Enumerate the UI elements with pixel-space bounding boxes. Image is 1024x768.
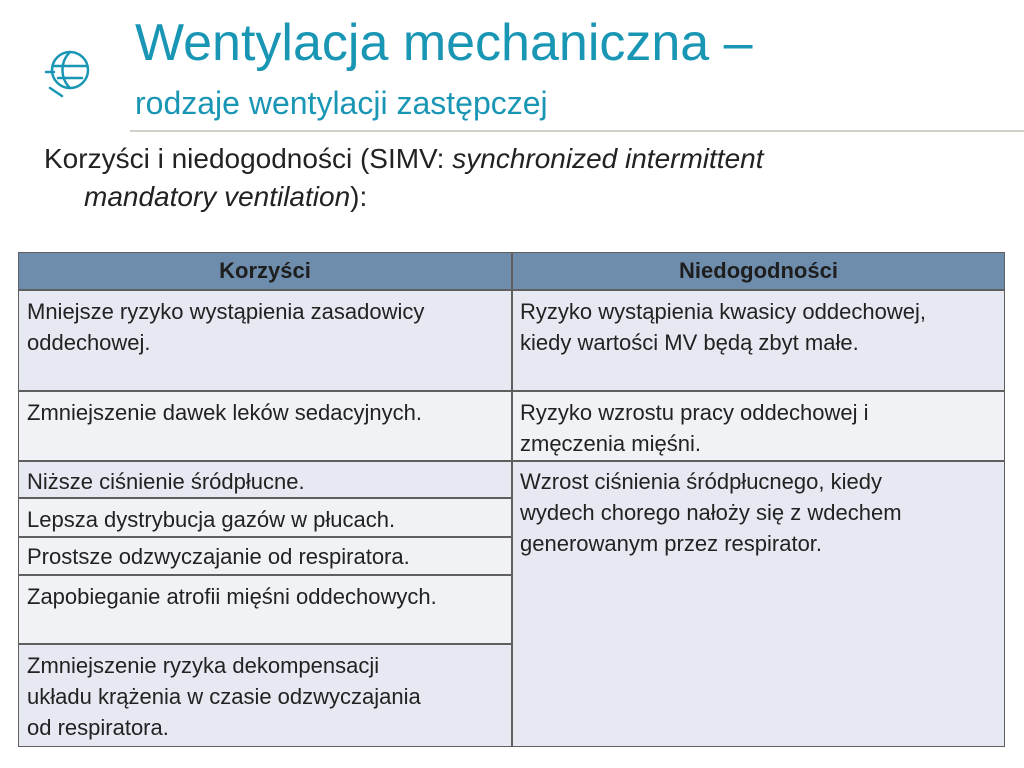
intro-text xyxy=(44,140,1004,216)
drawback-2-line-2: zmęczenia mięśni. xyxy=(520,431,701,456)
benefit-7-line-3: od respiratora. xyxy=(27,715,169,740)
benefit-2: Zmniejszenie dawek leków sedacyjnych. xyxy=(27,400,422,425)
header-benefits: Korzyści xyxy=(18,252,512,290)
benefit-1 xyxy=(27,296,424,358)
page-title: Wentylacja mechaniczna – xyxy=(135,14,753,72)
benefit-4: Lepsza dystrybucja gazów w płucach. xyxy=(27,507,396,532)
benefit-1-line-2: oddechowej. xyxy=(27,330,151,355)
benefit-5: Prostsze odzwyczajanie od respiratora. xyxy=(27,544,410,569)
intro-prefix: Korzyści i niedogodności (SIMV: xyxy=(44,143,453,174)
page-subtitle: rodzaje wentylacji zastępczej xyxy=(135,85,548,121)
intro-italic-2: mandatory ventilation xyxy=(84,181,351,212)
ornament-icon xyxy=(40,44,96,100)
benefit-3: Niższe ciśnienie śródpłucne. xyxy=(27,469,305,494)
drawback-3 xyxy=(520,466,902,559)
drawback-3-line-1: Wzrost ciśnienia śródpłucnego, kiedy xyxy=(520,469,882,494)
title-divider xyxy=(130,130,1024,132)
drawback-2 xyxy=(520,397,868,459)
drawback-2-line-1: Ryzyko wzrostu pracy oddechowej i xyxy=(520,400,869,425)
benefit-1-line-1: Mniejsze ryzyko wystąpienia zasadowicy xyxy=(27,299,425,324)
benefit-7-line-1: Zmniejszenie ryzyka dekompensacji xyxy=(27,653,380,678)
comparison-table xyxy=(18,252,1005,747)
header-drawbacks: Niedogodności xyxy=(512,252,1005,290)
drawback-1-line-2: kiedy wartości MV będą zbyt małe. xyxy=(520,330,859,355)
drawback-3-line-2: wydech chorego nałoży się z wdechem xyxy=(520,500,902,525)
benefit-6: Zapobieganie atrofii mięśni oddechowych. xyxy=(27,584,437,609)
drawback-1 xyxy=(520,296,926,358)
intro-italic-1: synchronized intermittent xyxy=(452,143,764,174)
benefit-7 xyxy=(27,650,421,743)
drawback-3-line-3: generowanym przez respirator. xyxy=(520,531,823,556)
intro-suffix: ): xyxy=(350,181,368,212)
drawback-1-line-1: Ryzyko wystąpienia kwasicy oddechowej, xyxy=(520,299,926,324)
benefit-7-line-2: układu krążenia w czasie odzwyczajania xyxy=(27,684,421,709)
